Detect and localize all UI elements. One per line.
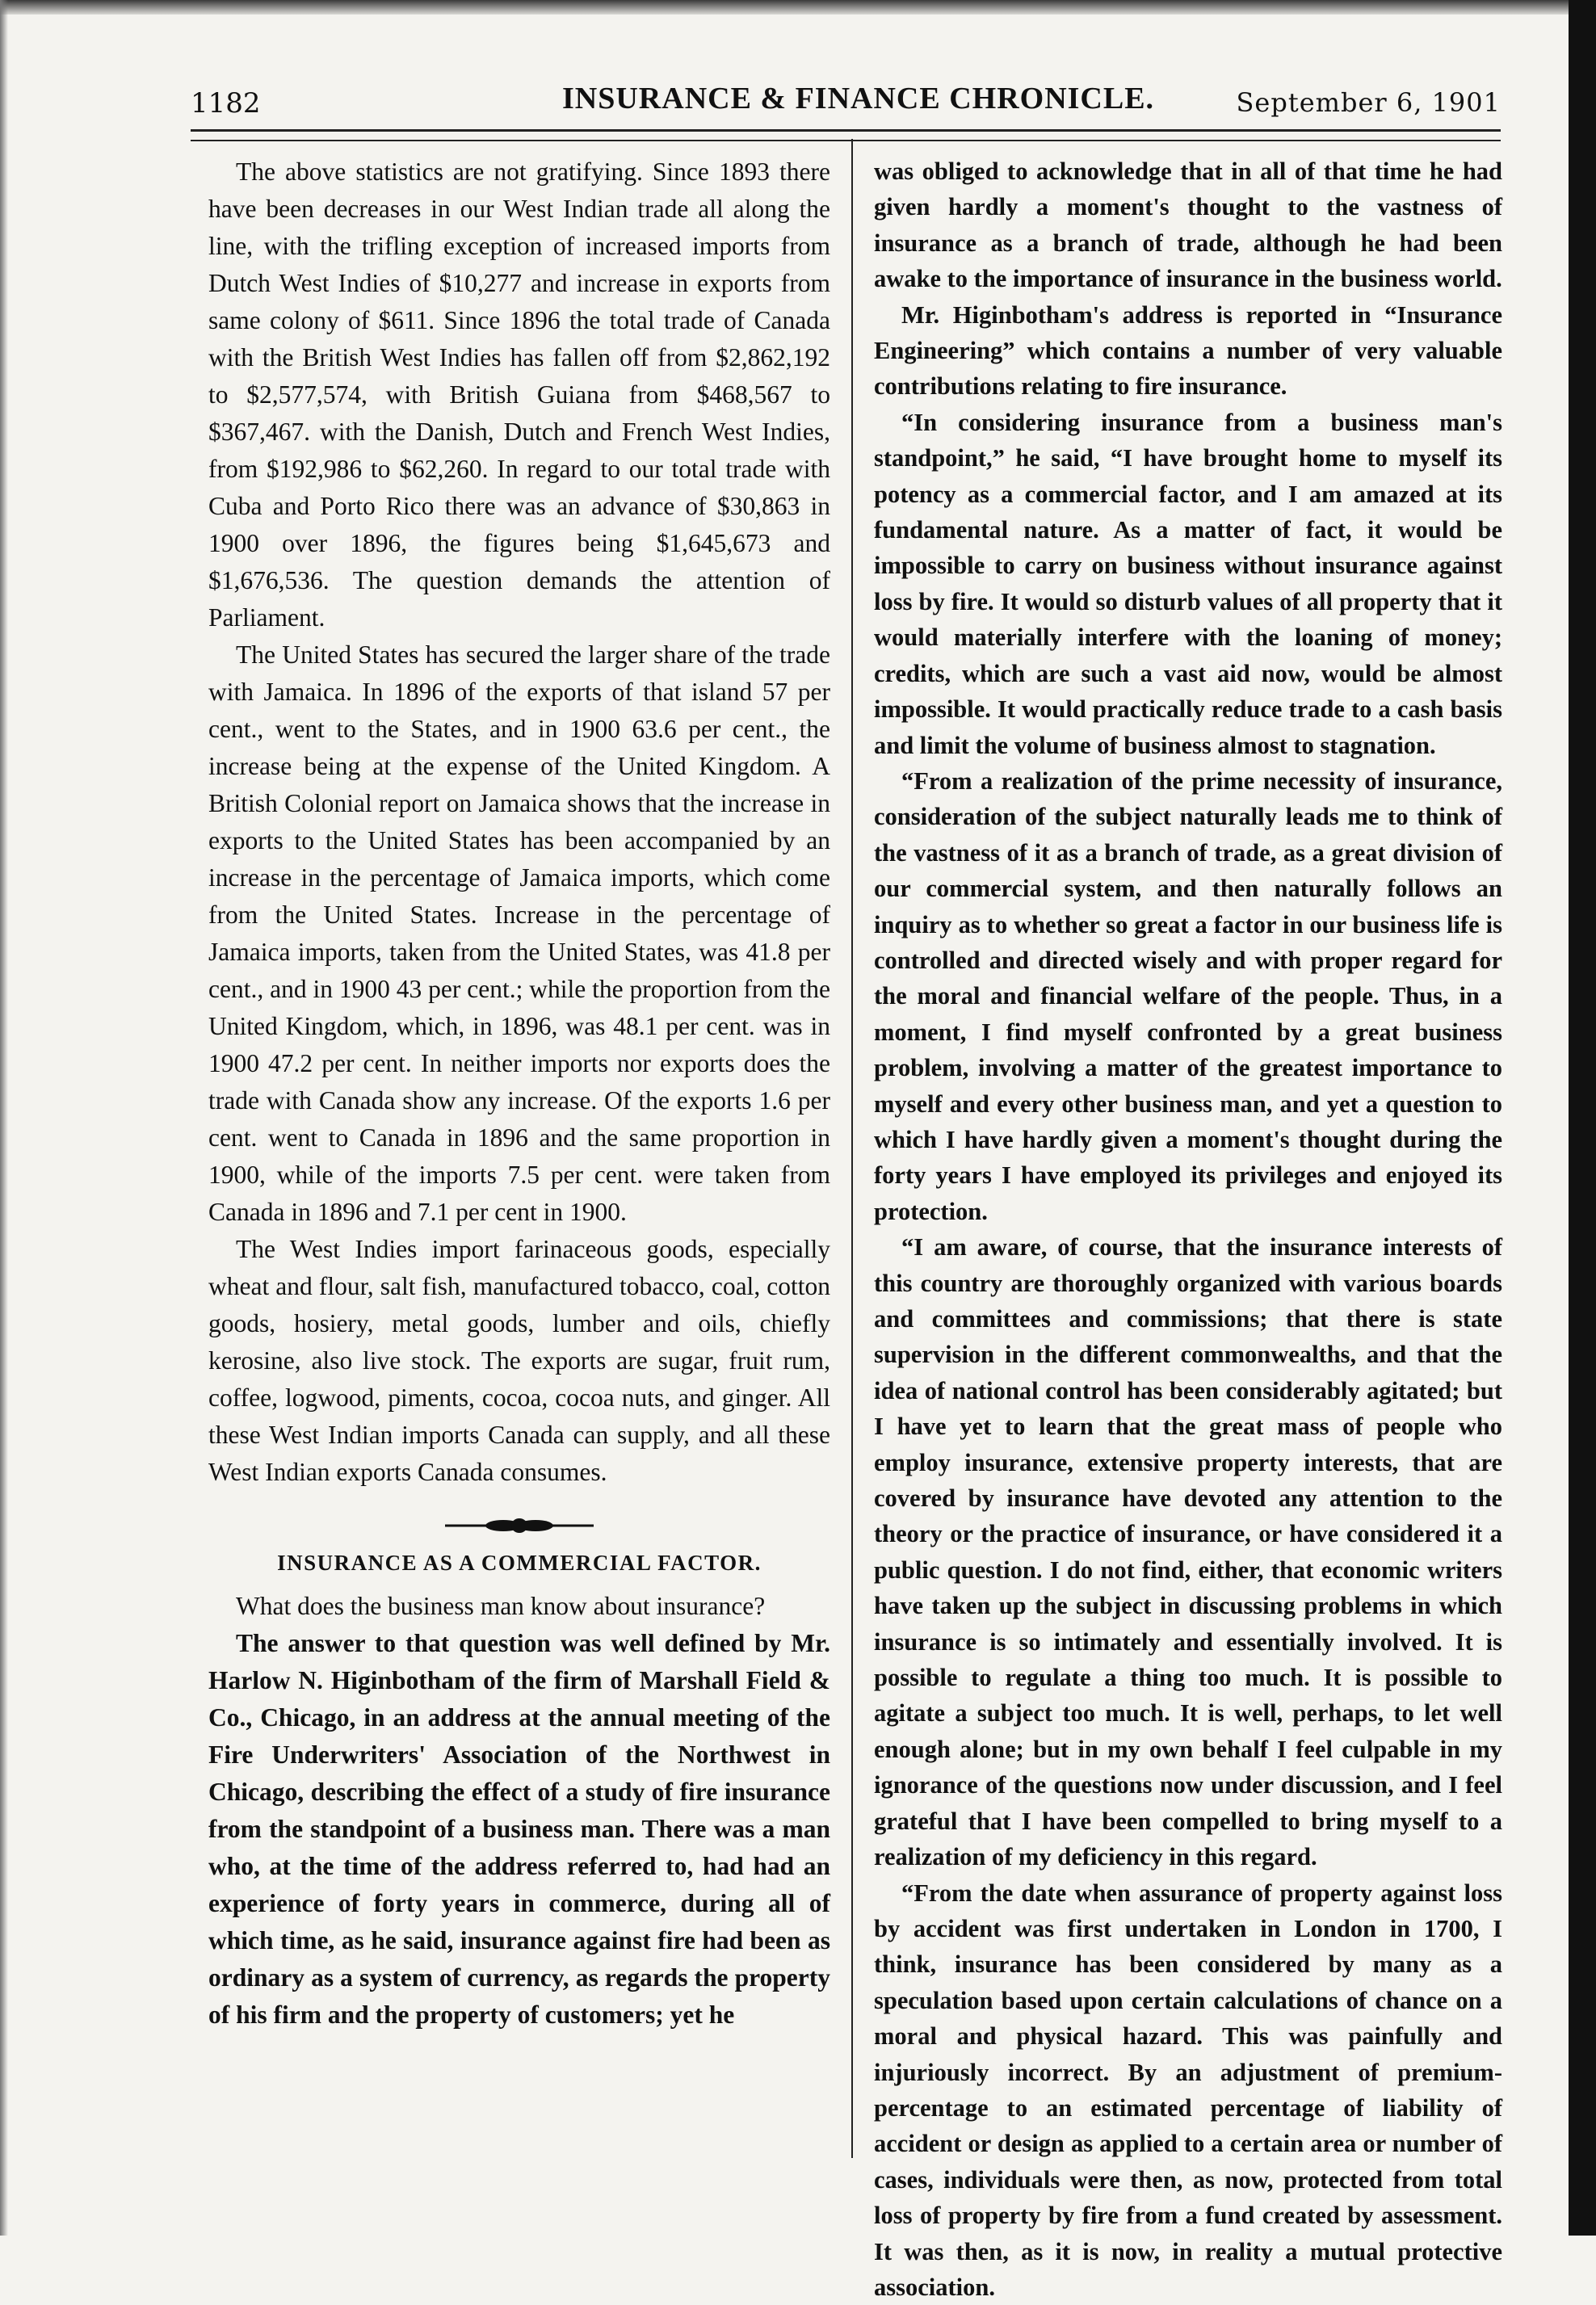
section-heading: INSURANCE AS A COMMERCIAL FACTOR.: [208, 1544, 830, 1581]
paragraph: was obliged to acknowledge that in all of that time he had given hardly a moment's thought to the vastness of insurance as a branch of trade, although he had been awake to the importance of insurance in the business world.: [874, 153, 1502, 297]
paragraph: “I am aware, of course, that the insurance interests of this country are thoroughly organized with various boards and committees and commissions; that there is state supervision in the different commonwealths, and that the idea of national control has been considerably agitated; but I have yet to learn that the great mass of people who employ insurance, extensive property interests, that are covered by insurance have devoted any attention to the theory or the practice of insurance, or have considered it a public question. I do not find, either, that economic writers have taken up the subject in discussing problems in which insurance is so intimately and essentially involved. It is possible to regulate a thing too much. It is possible to agitate a subject too much. It is well, perhaps, to let well enough alone; but in my own behalf I feel culpable in my ignorance of the questions now under discussion, and I feel grateful that I have been compelled to bring myself to a realization of my deficiency in this regard.: [874, 1229, 1502, 1875]
journal-title: INSURANCE & FINANCE CHRONICLE.: [562, 81, 1154, 116]
right-column: [874, 153, 1502, 2305]
section-ornament: [208, 1509, 830, 1543]
column-divider: [851, 139, 853, 2158]
paragraph: What does the business man know about insurance?: [208, 1588, 830, 1625]
paragraph: The above statistics are not gratifying. Since 1893 there have been decreases in our West Indian trade all along the line, with the trifling exception of increased imports from Dutch West Indies of $10,277 and increase in exports from same colony of $611. Since 1896 the total trade of Canada with the British West Indies has fallen off from $2,862,192 to $2,577,574, with British Guiana from $468,567 to $367,467. with the Danish, Dutch and French West Indies, from $192,986 to $62,260. In regard to our total trade with Cuba and Porto Rico there was an advance of $30,863 in 1900 over 1896, the figures being $1,645,673 and $1,676,536. The question demands the attention of Parliament.: [208, 153, 830, 636]
header-rule: [191, 129, 1501, 141]
page-header: [191, 78, 1501, 126]
paragraph: Mr. Higinbotham's address is reported in “Insurance Engineering” which contains a number of very valuable contributions relating to fire insurance.: [874, 297, 1502, 405]
page-left-edge: [0, 0, 8, 2236]
issue-date: September 6, 1901: [1236, 87, 1501, 118]
paragraph: The answer to that question was well defined by Mr. Harlow N. Higinbotham of the firm of Marshall Field & Co., Chicago, in an address at the annual meeting of the Fire Underwriters' Association of the Northwest in Chicago, describing the effect of a study of fire insurance from the standpoint of a business man. There was a man who, at the time of the address referred to, had had an experience of forty years in commerce, during all of which time, as he said, insurance against fire had been as ordinary as a system of currency, as regards the property of his firm and the property of customers; yet he: [208, 1625, 830, 2034]
page-top-edge: [0, 0, 1596, 15]
left-column: [208, 153, 830, 2034]
paragraph: “From the date when assurance of property against loss by accident was first undertaken in London in 1700, I think, insurance has been considered by many as a speculation based upon certain calculations of chance on a moral and physical hazard. This was painfully and injuriously incorrect. By an adjustment of premium-percentage to an estimated percentage of liability of accident or design as applied to a certain area or number of cases, individuals were then, as now, protected from total loss of property by fire from a fund created by assessment. It was then, as it is now, in reality a mutual protective association.: [874, 1875, 1502, 2305]
ornament-icon: [439, 1518, 600, 1534]
paragraph: “From a realization of the prime necessity of insurance, consideration of the subject naturally leads me to think of the vastness of it as a branch of trade, as a great division of our commercial system, and then naturally follows an inquiry as to whether so great a factor in our business life is controlled and directed wisely and with proper regard for the moral and financial welfare of the people. Thus, in a moment, I find myself confronted by a great business problem, involving a matter of the greatest importance to myself and every other business man, and yet a question to which I have hardly given a moment's thought during the forty years I have employed its privileges and enjoyed its protection.: [874, 763, 1502, 1229]
paragraph: “In considering insurance from a business man's standpoint,” he said, “I have brought home to myself its potency as a commercial factor, and I am amazed at its fundamental nature. As a matter of fact, it would be impossible to carry on business without insurance against loss by fire. It would so disturb values of all property that it would materially interfere with the loaning of money; credits, which are such a vast aid now, would be almost impossible. It would practically reduce trade to a cash basis and limit the volume of business almost to stagnation.: [874, 405, 1502, 763]
page-number: 1182: [191, 87, 261, 120]
paragraph: The United States has secured the larger share of the trade with Jamaica. In 1896 of the exports of that island 57 per cent., went to the States, and in 1900 63.6 per cent., the increase being at the expense of the United Kingdom. A British Colonial report on Jamaica shows that the increase in exports to the United States has been accompanied by an increase in the percentage of Jamaica imports, which come from the United States. Increase in the percentage of Jamaica imports, taken from the United States, was 41.8 per cent., and in 1900 43 per cent.; while the proportion from the United Kingdom, which, in 1896, was 48.1 per cent. was in 1900 47.2 per cent. In neither imports nor exports does the trade with Canada show any increase. Of the exports 1.6 per cent. went to Canada in 1896 and the same proportion in 1900, while of the imports 7.5 per cent. were taken from Canada in 1896 and 7.1 per cent in 1900.: [208, 636, 830, 1231]
page-binding-edge: [1569, 0, 1596, 2236]
paragraph: The West Indies import farinaceous goods, especially wheat and flour, salt fish, manufactured tobacco, coal, cotton goods, hosiery, metal goods, lumber and oils, chiefly kerosine, also live stock. The exports are sugar, fruit rum, coffee, logwood, piments, cocoa, cocoa nuts, and ginger. All these West Indian imports Canada can supply, and all these West Indian exports Canada consumes.: [208, 1231, 830, 1491]
